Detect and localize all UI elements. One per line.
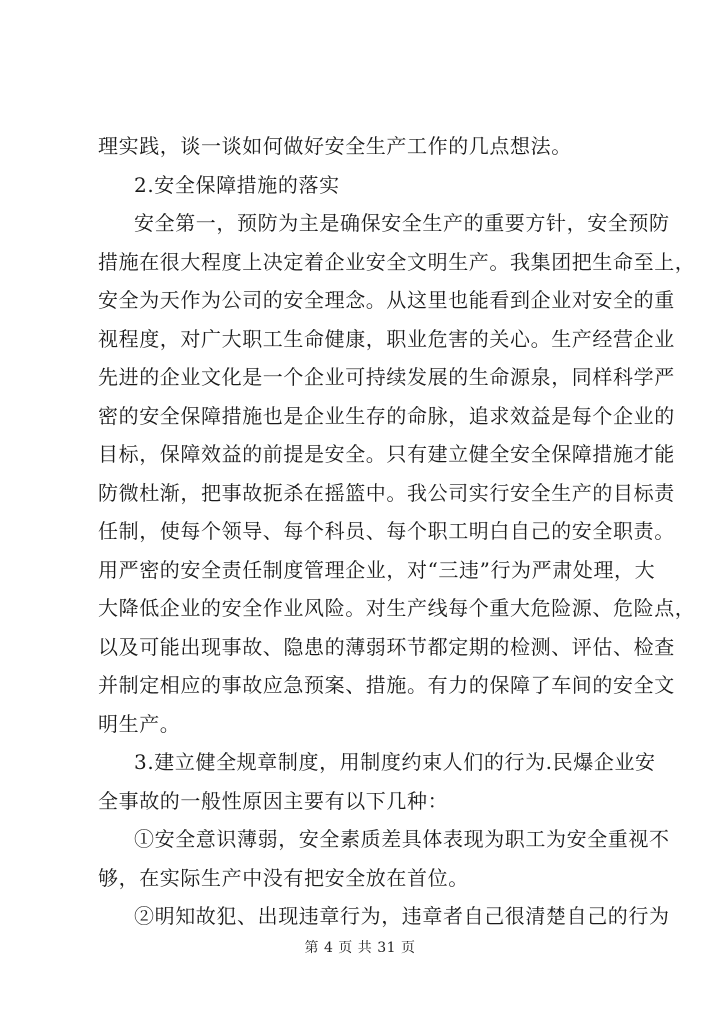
text-line: 大降低企业的安全作业风险。对生产线每个重大危险源、危险点， bbox=[98, 596, 696, 620]
text-line: 视程度，对广大职工生命健康，职业危害的关心。生产经营企业 bbox=[98, 326, 675, 351]
text-line: 全事故的一般性原因主要有以下几种： bbox=[98, 788, 449, 813]
page-indicator: 第 4 页 共 31 页 bbox=[304, 940, 416, 956]
text-line: 并制定相应的事故应急预案、措施。有力的保障了车间的安全文 bbox=[98, 673, 675, 697]
text-line: 任制，使每个领导、每个科员、每个职工明白自己的安全职责。 bbox=[98, 519, 675, 543]
list-item: ②明知故犯、出现违章行为，违章者自己很清楚自己的行为 bbox=[134, 904, 670, 928]
document-body bbox=[98, 127, 696, 936]
text-line: 理实践，谈一谈如何做好安全生产工作的几点想法。 bbox=[98, 134, 572, 158]
text-line: 安全第一，预防为主是确保安全生产的重要方针，安全预防 bbox=[134, 211, 670, 235]
text-line: 密的安全保障措施也是企业生存的命脉，追求效益是每个企业的 bbox=[98, 403, 675, 428]
text-line: 先进的企业文化是一个企业可持续发展的生命源泉，同样科学严 bbox=[98, 365, 675, 389]
text-line: 以及可能出现事故、隐患的薄弱环节都定期的检测、评估、检查 bbox=[98, 634, 675, 659]
text-line: 措施在很大程度上决定着企业安全文明生产。我集团把生命至上， bbox=[98, 249, 696, 274]
text-line: 用严密的安全责任制度管理企业，对“三违”行为严肃处理，大 bbox=[98, 557, 656, 582]
text-line: 明生产。 bbox=[98, 711, 181, 736]
page-footer bbox=[0, 937, 720, 957]
section-heading: 3.建立健全规章制度，用制度约束人们的行为.民爆企业安 bbox=[134, 750, 656, 774]
section-heading: 2.安全保障措施的落实 bbox=[134, 172, 340, 197]
text-line: 够，在实际生产中没有把安全放在首位。 bbox=[98, 865, 469, 890]
text-line: 目标，保障效益的前提是安全。只有建立健全安全保障措施才能 bbox=[98, 442, 675, 466]
text-line: 防微杜渐，把事故扼杀在摇篮中。我公司实行安全生产的目标责 bbox=[98, 480, 675, 505]
text-line: 安全为天作为公司的安全理念。从这里也能看到企业对安全的重 bbox=[98, 288, 675, 312]
list-item: ①安全意识薄弱，安全素质差具体表现为职工为安全重视不 bbox=[134, 827, 670, 851]
